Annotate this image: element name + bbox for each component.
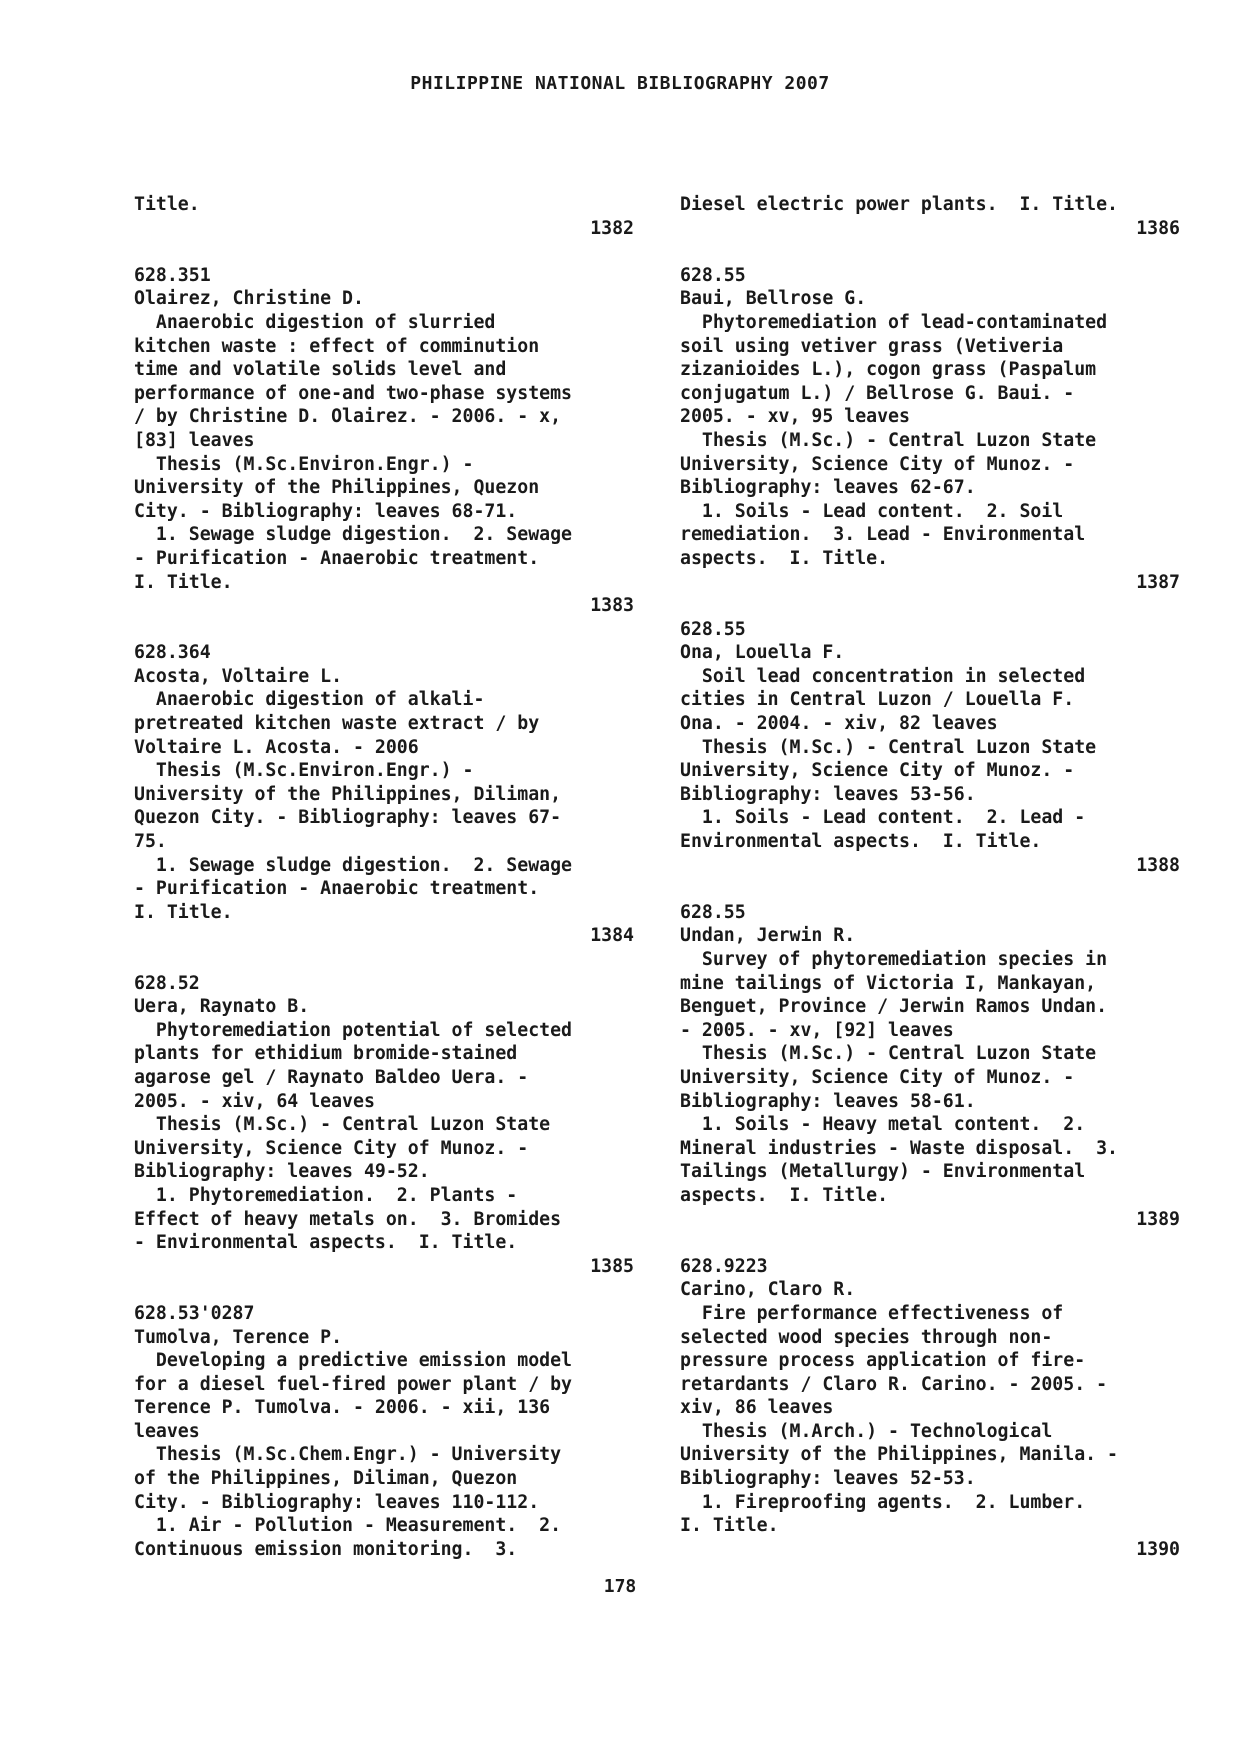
entry-separator	[134, 618, 634, 642]
text-line: - Purification - Anaerobic treatment.	[134, 547, 540, 569]
text-line: of the Philippines, Diliman, Quezon	[134, 1468, 518, 1490]
text-line: time and volatile solids level and	[134, 359, 507, 381]
text-line: Uera, Raynato B.	[134, 996, 310, 1018]
text-line: Olairez, Christine D.	[134, 288, 364, 310]
text-line: Voltaire L. Acosta. - 2006	[134, 736, 419, 758]
text-line: 1. Sewage sludge digestion. 2. Sewage	[134, 854, 572, 876]
text-line: Anaerobic digestion of slurried	[134, 311, 496, 333]
text-line: Thesis (M.Sc.) - Central Luzon State	[134, 1114, 551, 1136]
entry-separator	[680, 594, 1180, 618]
entry-number: 1383	[590, 595, 634, 617]
text-line: Environmental aspects. I. Title.	[680, 831, 1042, 853]
text-line: 628.55	[680, 264, 746, 286]
text-line: aspects. I. Title.	[680, 547, 889, 569]
text-line: City. - Bibliography: leaves 68-71.	[134, 500, 518, 522]
text-line: Quezon City. - Bibliography: leaves 67-	[134, 807, 562, 829]
text-line: University, Science City of Munoz. -	[680, 760, 1075, 782]
text-line: Thesis (M.Sc.) - Central Luzon State	[680, 1043, 1097, 1065]
text-line: 1. Phytoremediation. 2. Plants -	[134, 1184, 518, 1206]
text-line: mine tailings of Victoria I, Mankayan,	[680, 972, 1097, 994]
right-column	[680, 193, 1180, 1561]
entry-number: 1389	[1136, 1208, 1180, 1230]
entry-number: 1388	[1136, 854, 1180, 876]
text-line: 628.351	[134, 264, 211, 286]
text-line: Bibliography: leaves 49-52.	[134, 1161, 430, 1183]
page-number: 178	[603, 1576, 637, 1597]
page-header: PHILIPPINE NATIONAL BIBLIOGRAPHY 2007	[410, 73, 830, 94]
text-line: aspects. I. Title.	[680, 1184, 889, 1206]
text-line: University, Science City of Munoz. -	[680, 453, 1075, 475]
text-line: Mineral industries - Waste disposal. 3.	[680, 1137, 1118, 1159]
text-line: 1. Air - Pollution - Measurement. 2.	[134, 1515, 562, 1537]
text-line: 1. Sewage sludge digestion. 2. Sewage	[134, 524, 572, 546]
text-line: Baui, Bellrose G.	[680, 288, 867, 310]
text-line: Phytoremediation of lead-contaminated	[680, 311, 1108, 333]
text-line: I. Title.	[134, 901, 233, 923]
text-line: [83] leaves	[134, 429, 255, 451]
text-line: Bibliography: leaves 62-67.	[680, 477, 976, 499]
text-line: Developing a predictive emission model	[134, 1350, 572, 1372]
text-line: University of the Philippines, Diliman,	[134, 783, 562, 805]
text-line: 628.364	[134, 642, 211, 664]
text-line: Thesis (M.Sc.Chem.Engr.) - University	[134, 1444, 562, 1466]
text-line: - 2005. - xv, [92] leaves	[680, 1019, 954, 1041]
text-line: Thesis (M.Arch.) - Technological	[680, 1420, 1053, 1442]
text-line: zizanioides L.), cogon grass (Paspalum	[680, 359, 1097, 381]
text-line: selected wood species through non-	[680, 1326, 1053, 1348]
entry-separator	[680, 877, 1180, 901]
text-line: Phytoremediation potential of selected	[134, 1019, 572, 1041]
text-line: remediation. 3. Lead - Environmental	[680, 524, 1086, 546]
entry-number: 1384	[590, 925, 634, 947]
entry-number: 1385	[590, 1255, 634, 1277]
text-line: Effect of heavy metals on. 3. Bromides	[134, 1208, 562, 1230]
left-column	[134, 193, 634, 1561]
text-line: conjugatum L.) / Bellrose G. Baui. -	[680, 382, 1075, 404]
text-line: 628.55	[680, 618, 746, 640]
text-line: Thesis (M.Sc.Environ.Engr.) -	[134, 760, 474, 782]
text-line: Bibliography: leaves 53-56.	[680, 783, 976, 805]
text-line: University, Science City of Munoz. -	[134, 1137, 529, 1159]
text-line: soil using vetiver grass (Vetiveria	[680, 335, 1064, 357]
entry-number: 1382	[590, 217, 634, 239]
text-line: Tailings (Metallurgy) - Environmental	[680, 1161, 1086, 1183]
text-line: kitchen waste : effect of comminution	[134, 335, 540, 357]
text-line: Undan, Jerwin R.	[680, 925, 856, 947]
text-line: Thesis (M.Sc.) - Central Luzon State	[680, 736, 1097, 758]
entry-separator	[134, 240, 634, 264]
text-line: University of the Philippines, Quezon	[134, 477, 540, 499]
entry-separator	[134, 948, 634, 972]
text-line: Terence P. Tumolva. - 2006. - xii, 136	[134, 1397, 551, 1419]
text-line: / by Christine D. Olairez. - 2006. - x,	[134, 406, 562, 428]
text-line: Acosta, Voltaire L.	[134, 665, 343, 687]
text-line: performance of one-and two-phase systems	[134, 382, 572, 404]
entry-number: 1390	[1136, 1538, 1180, 1560]
text-line: - Environmental aspects. I. Title.	[134, 1232, 518, 1254]
text-line: Bibliography: leaves 58-61.	[680, 1090, 976, 1112]
text-line: Title.	[134, 194, 200, 215]
text-line: Benguet, Province / Jerwin Ramos Undan.	[680, 996, 1108, 1018]
text-line: Ona, Louella F.	[680, 642, 845, 664]
text-line: Thesis (M.Sc.Environ.Engr.) -	[134, 453, 474, 475]
text-line: 1. Soils - Lead content. 2. Soil	[680, 500, 1064, 522]
text-line: xiv, 86 leaves	[680, 1397, 834, 1419]
text-line: Anaerobic digestion of alkali-	[134, 689, 485, 711]
text-line: Carino, Claro R.	[680, 1279, 856, 1301]
text-line: Survey of phytoremediation species in	[680, 949, 1108, 970]
text-line: 628.53'0287	[134, 1302, 255, 1324]
entry-separator	[134, 1278, 634, 1302]
text-line: 1. Fireproofing agents. 2. Lumber.	[680, 1491, 1086, 1513]
text-line: University of the Philippines, Manila. -	[680, 1444, 1118, 1466]
text-line: retardants / Claro R. Carino. - 2005. -	[680, 1373, 1108, 1395]
text-line: Continuous emission monitoring. 3.	[134, 1538, 518, 1560]
text-line: 1. Soils - Lead content. 2. Lead -	[680, 807, 1086, 829]
text-line: City. - Bibliography: leaves 110-112.	[134, 1491, 540, 1513]
text-line: Diesel electric power plants. I. Title.	[680, 194, 1118, 215]
text-line: 628.52	[134, 972, 200, 994]
text-line: - Purification - Anaerobic treatment.	[134, 878, 540, 900]
text-line: Tumolva, Terence P.	[134, 1326, 343, 1348]
text-line: 2005. - xv, 95 leaves	[680, 406, 910, 428]
entry-number: 1387	[1136, 571, 1180, 593]
text-line: 628.9223	[680, 1255, 768, 1277]
text-line: 1. Soils - Heavy metal content. 2.	[680, 1114, 1086, 1136]
text-line: Fire performance effectiveness of	[680, 1302, 1064, 1324]
text-line: Ona. - 2004. - xiv, 82 leaves	[680, 713, 998, 735]
entry-separator	[680, 240, 1180, 264]
text-line: University, Science City of Munoz. -	[680, 1066, 1075, 1088]
text-line: 2005. - xiv, 64 leaves	[134, 1090, 375, 1112]
text-line: I. Title.	[134, 571, 233, 593]
text-line: cities in Central Luzon / Louella F.	[680, 689, 1075, 711]
text-line: Soil lead concentration in selected	[680, 665, 1086, 687]
text-line: I. Title.	[680, 1515, 779, 1537]
entry-separator	[680, 1231, 1180, 1255]
text-line: leaves	[134, 1420, 200, 1442]
text-line: Thesis (M.Sc.) - Central Luzon State	[680, 429, 1097, 451]
text-line: agarose gel / Raynato Baldeo Uera. -	[134, 1066, 529, 1088]
text-line: 628.55	[680, 901, 746, 923]
text-line: pressure process application of fire-	[680, 1350, 1086, 1372]
text-line: plants for ethidium bromide-stained	[134, 1043, 518, 1065]
text-line: 75.	[134, 831, 167, 853]
text-line: pretreated kitchen waste extract / by	[134, 713, 540, 735]
text-line: for a diesel fuel-fired power plant / by	[134, 1373, 572, 1395]
text-line: Bibliography: leaves 52-53.	[680, 1468, 976, 1490]
entry-number: 1386	[1136, 217, 1180, 239]
